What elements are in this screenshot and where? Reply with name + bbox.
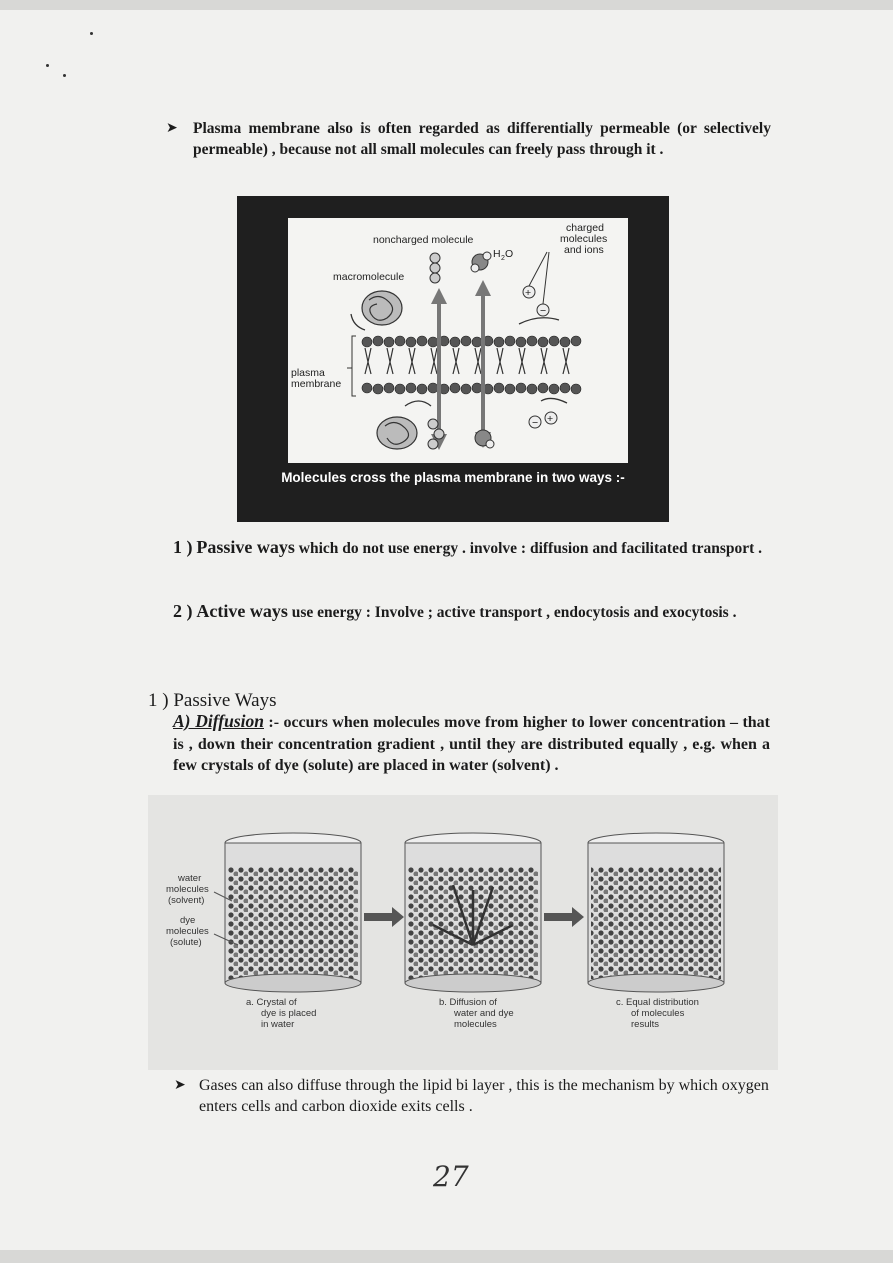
item-term: Passive ways <box>196 537 295 557</box>
gases-bullet <box>174 1075 779 1117</box>
water-molecules-label: water <box>178 873 202 884</box>
beaker-a <box>225 833 361 992</box>
item-number: 1 ) <box>173 537 193 557</box>
active-ways-item <box>173 600 769 624</box>
caption-a: dye is placed <box>261 1008 317 1019</box>
scan-speck <box>63 74 66 77</box>
svg-text:+: + <box>547 413 554 425</box>
beaker-c <box>588 833 724 992</box>
membrane-figure-caption: Molecules cross the plasma membrane in two ways :- <box>281 470 625 485</box>
item-term: Active ways <box>196 601 288 621</box>
charged-label: and ions <box>564 244 604 256</box>
svg-text:−: − <box>532 417 539 429</box>
diffusion-figure <box>148 795 778 1070</box>
page-number: 27 <box>433 1160 469 1193</box>
plasma-membrane-label: plasma <box>291 367 325 379</box>
lipid-bilayer <box>362 336 581 396</box>
section-heading: 1 ) Passive Ways <box>148 690 277 711</box>
scan-speck <box>90 32 93 35</box>
bullet-arrow-icon: ➤ <box>166 121 178 136</box>
dye-molecules-label: (solute) <box>170 937 202 948</box>
plasma-membrane-label: membrane <box>291 378 342 390</box>
caption-b: water and dye <box>454 1008 514 1019</box>
diffusion-title: A) Diffusion <box>173 711 264 731</box>
caption-c: results <box>631 1019 659 1030</box>
document-page <box>0 10 893 1250</box>
caption-c: of molecules <box>631 1008 685 1019</box>
permeability-bullet <box>166 118 771 160</box>
arrow-right-icon <box>364 907 404 927</box>
arrow-right-icon <box>544 907 584 927</box>
water-label: H <box>493 248 501 260</box>
water-molecules-label: molecules <box>166 884 209 895</box>
macromolecule-label: macromolecule <box>333 271 405 283</box>
membrane-figure <box>237 196 669 522</box>
diffusion-text: :- occurs when molecules move from higher to lower concentration – that is , down their concentration gradient , until they are distributed equally , e.g. when a few crystals of dye (solute) are placed in water (solvent) . <box>173 714 770 774</box>
caption-c: c. Equal distribution <box>616 997 699 1008</box>
water-molecules-label: (solvent) <box>168 895 205 906</box>
diffusion-paragraph <box>173 711 770 777</box>
item-description: use energy : Involve ; active transport , endocytosis and exocytosis . <box>291 604 737 621</box>
caption-a: a. Crystal of <box>246 997 297 1008</box>
charged-label: molecules <box>560 233 608 245</box>
dye-molecules-label: molecules <box>166 926 209 937</box>
item-description: which do not use energy . involve : diffusion and facilitated transport . <box>298 540 763 557</box>
diffusion-diagram <box>148 795 778 1070</box>
caption-b: molecules <box>454 1019 497 1030</box>
water-subscript: 2 <box>501 255 505 262</box>
noncharged-label: noncharged molecule <box>373 234 474 246</box>
permeability-text: Plasma membrane also is often regarded as differentially permeable (or selectively permeable) , because not all small molecules can freely pass through it . <box>193 120 771 158</box>
svg-text:−: − <box>540 305 547 317</box>
caption-a: in water <box>261 1019 295 1030</box>
dye-molecules-label: dye <box>180 915 196 926</box>
gases-text: Gases can also diffuse through the lipid bi layer , this is the mechanism by which oxygen enters cells and carbon dioxide exits cells . <box>199 1077 769 1115</box>
water-label: O <box>505 248 514 260</box>
caption-b: b. Diffusion of <box>439 997 497 1008</box>
svg-text:+: + <box>525 287 532 299</box>
scan-speck <box>46 64 49 67</box>
passive-ways-item <box>173 536 769 560</box>
item-number: 2 ) <box>173 601 193 621</box>
bullet-arrow-icon: ➤ <box>174 1078 186 1093</box>
charged-label: charged <box>566 222 604 234</box>
beaker-b <box>405 833 541 992</box>
